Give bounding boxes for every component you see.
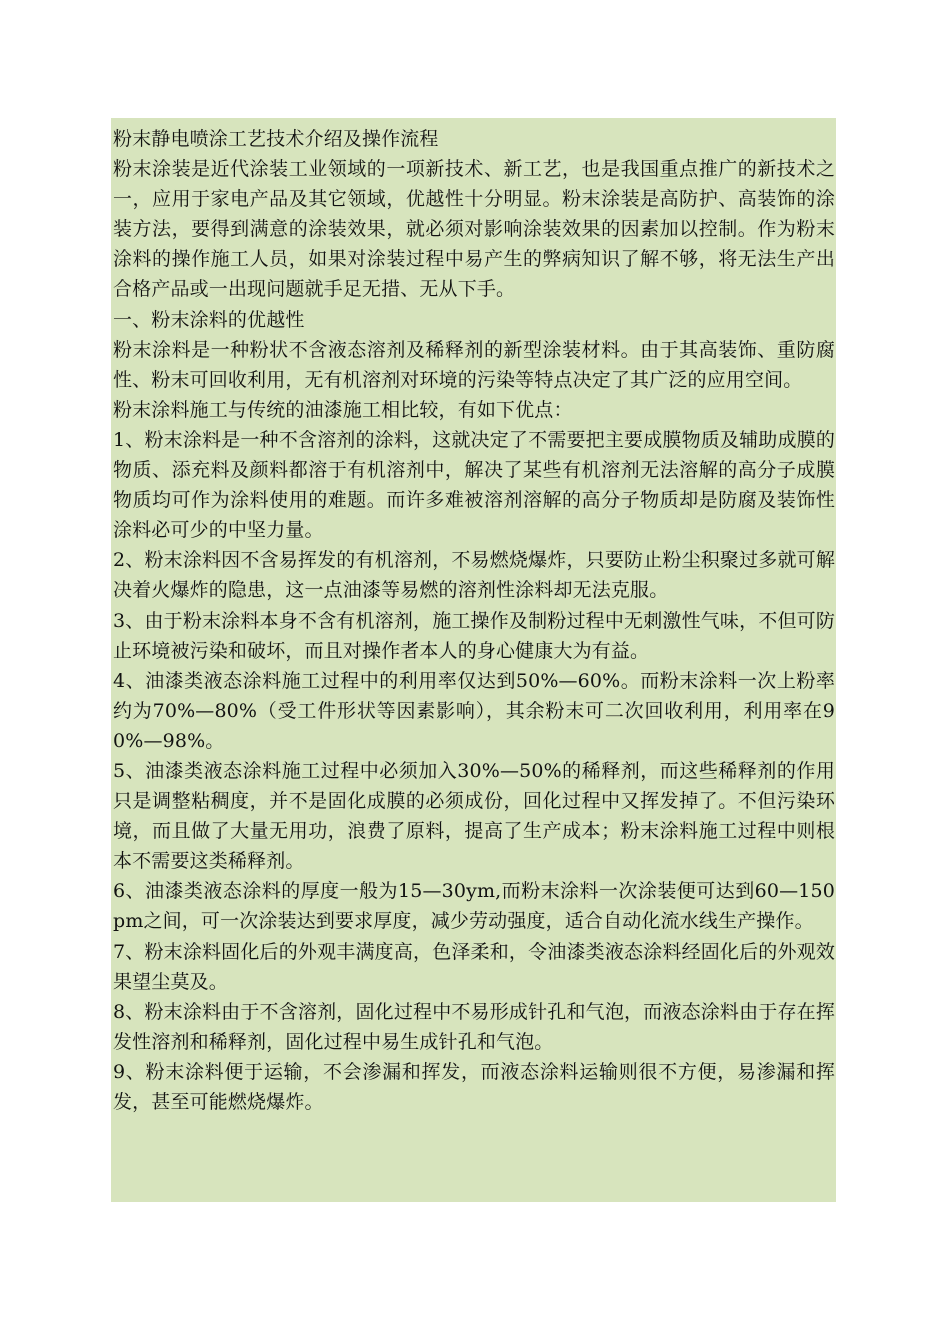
advantage-item-9: 9、粉末涂料便于运输，不会渗漏和挥发，而液态涂料运输则很不方便，易渗漏和挥发，甚至可能燃烧爆炸。 (113, 1060, 835, 1113)
comparison-lead: 粉末涂料施工与传统的油漆施工相比较，有如下优点： (113, 398, 573, 421)
advantage-item-7: 7、粉末涂料固化后的外观丰满度高，色泽柔和，令油漆类液态涂料经固化后的外观效果望尘莫及。 (113, 940, 835, 993)
section-intro-paragraph: 粉末涂料是一种粉状不含液态溶剂及稀释剂的新型涂装材料。由于其高装饰、重防腐性、粉末可回收利用，无有机溶剂对环境的污染等特点决定了其广泛的应用空间。 (113, 338, 835, 391)
highlighted-text-block (111, 118, 836, 1202)
advantage-item-4: 4、油漆类液态涂料施工过程中的利用率仅达到50%—60%。而粉末涂料一次上粉率约为70%—80%（受工件形状等因素影响），其余粉末可二次回收利用，利用率在90%—98%。 (113, 669, 835, 752)
advantage-item-2: 2、粉末涂料因不含易挥发的有机溶剂，不易燃烧爆炸，只要防止粉尘积聚过多就可解决着火爆炸的隐患，这一点油漆等易燃的溶剂性涂料却无法克服。 (113, 549, 835, 602)
document-body (113, 124, 835, 1117)
document-title: 粉末静电喷涂工艺技术介绍及操作流程 (113, 128, 439, 150)
section-heading: 一、粉末涂料的优越性 (113, 308, 305, 331)
advantage-item-6: 6、油漆类液态涂料的厚度一般为15—30ym,而粉末涂料一次涂装便可达到60—150pm之间，可一次涂装达到要求厚度，减少劳动强度，适合自动化流水线生产操作。 (113, 880, 835, 933)
advantage-item-5: 5、油漆类液态涂料施工过程中必须加入30%—50%的稀释剂，而这些稀释剂的作用只是调整粘稠度，并不是固化成膜的必须成份，回化过程中又挥发掉了。不但污染环境，而且做了大量无用功，浪费了原料，提高了生产成本；粉末涂料施工过程中则根本不需要这类稀释剂。 (113, 759, 835, 873)
intro-paragraph: 粉末涂装是近代涂装工业领域的一项新技术、新工艺，也是我国重点推广的新技术之一，应用于家电产品及其它领域，优越性十分明显。粉末涂装是高防护、高装饰的涂装方法，要得到满意的涂装效果，就必须对影响涂装效果的因素加以控制。作为粉末涂料的操作施工人员，如果对涂装过程中易产生的弊病知识了解不够，将无法生产出合格产品或一出现问题就手足无措、无从下手。 (113, 158, 835, 301)
advantage-item-1: 1、粉末涂料是一种不含溶剂的涂料，这就决定了不需要把主要成膜物质及辅助成膜的物质、添充料及颜料都溶于有机溶剂中，解决了某些有机溶剂无法溶解的高分子成膜物质均可作为涂料使用的难题。而许多难被溶剂溶解的高分子物质却是防腐及装饰性涂料必可少的中坚力量。 (113, 428, 835, 542)
advantage-item-3: 3、由于粉末涂料本身不含有机溶剂，施工操作及制粉过程中无刺激性气味，不但可防止环境被污染和破坏，而且对操作者本人的身心健康大为有益。 (113, 609, 835, 662)
advantage-item-8: 8、粉末涂料由于不含溶剂，固化过程中不易形成针孔和气泡，而液态涂料由于存在挥发性溶剂和稀释剂，固化过程中易生成针孔和气泡。 (113, 1000, 835, 1053)
